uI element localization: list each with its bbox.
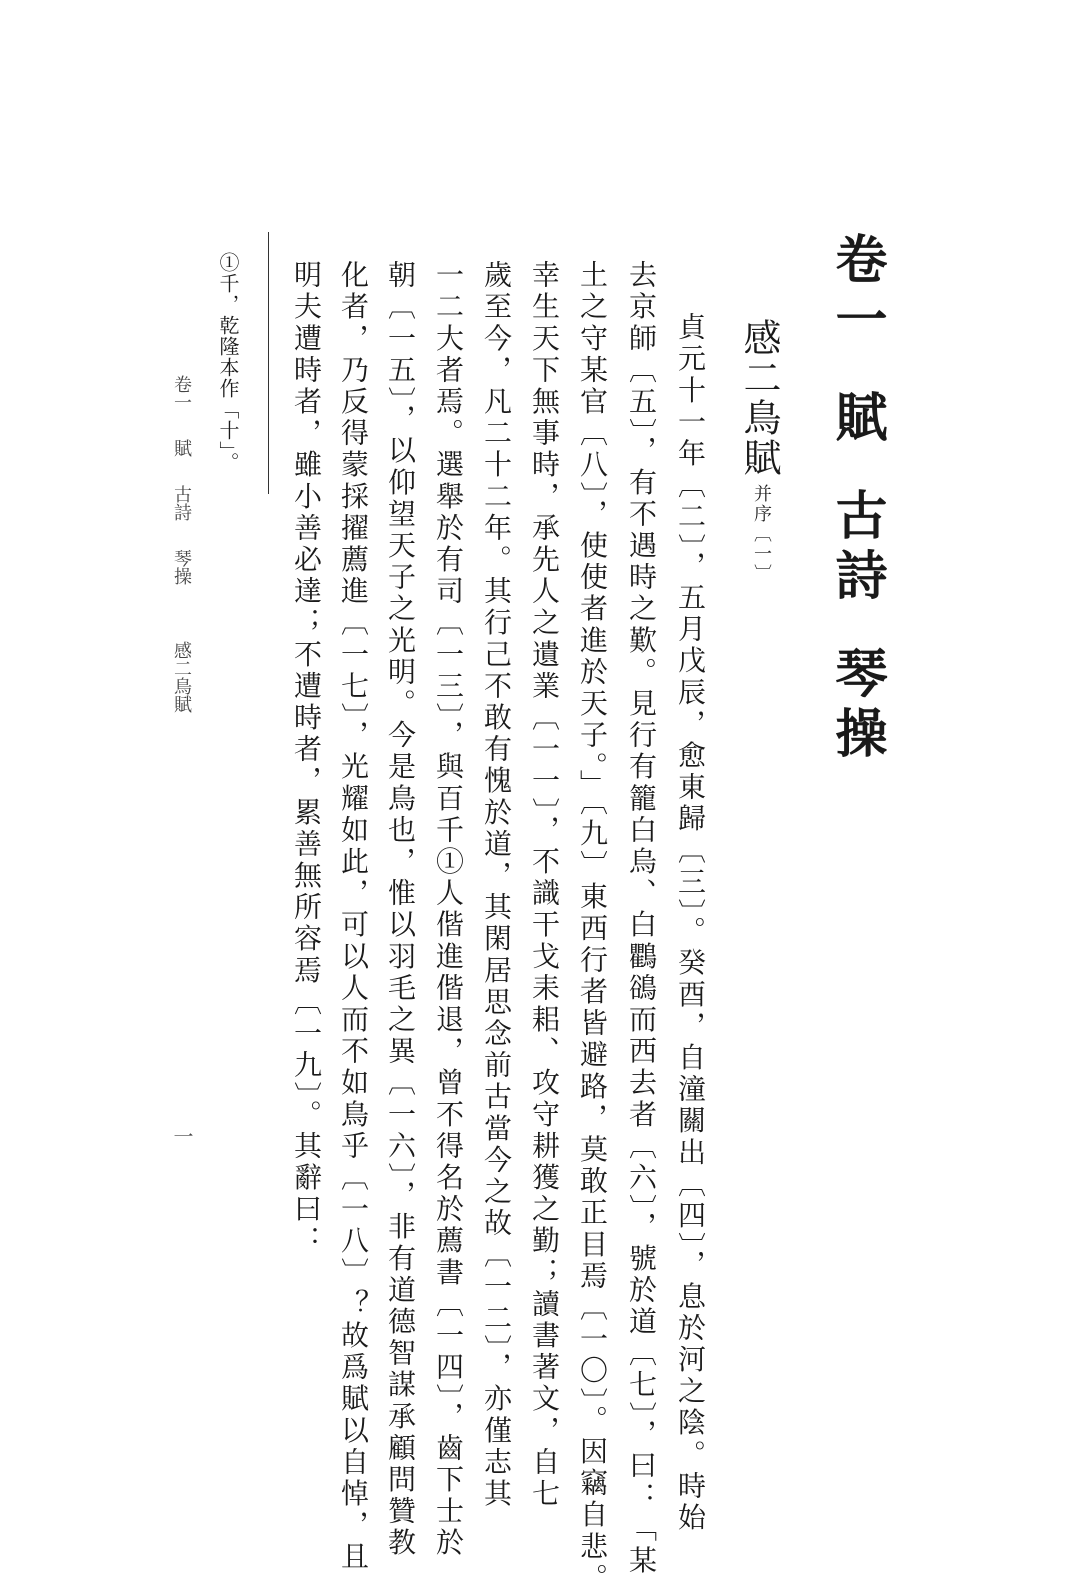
preface-column-5: 歲至今，凡二十二年。其行己不敢有愧於道，其閑居思念前古當今之故〔一二〕，亦僅志其 xyxy=(480,260,513,1510)
preface-column-3: 土之守某官〔八〕，使使者進於天子。」〔九〕東西行者皆避路，莫敢正目焉〔一〇〕。因竊自悲。 xyxy=(576,260,609,1594)
page-number: 一 xyxy=(170,1126,194,1146)
preface-column-9: 明夫遭時者，雖小善必達；不遭時者，累善無所容焉〔一九〕。其辭曰： xyxy=(290,260,323,1258)
preface-column-6: 一二大者焉。選舉於有司〔一三〕，與百千①人偕進偕退，曾不得名於薦書〔一四〕，齒下士於 xyxy=(432,260,465,1560)
running-head xyxy=(172,375,190,713)
running-head-piece: 感二鳥賦 xyxy=(171,641,192,713)
preface-column-8: 化者，乃反得蒙採擢薦進〔一七〕，光耀如此，可以人而不如鳥乎〔一八〕？故爲賦以自悼，且 xyxy=(337,260,370,1574)
footnote: ①千，乾隆本作「十」。 xyxy=(216,252,240,473)
preface-column-2: 去京師〔五〕，有不遇時之歎。見行有籠白烏、白鸜鵒而西去者〔六〕，號於道〔七〕，曰：「某 xyxy=(625,260,658,1577)
chapter-fu: 賦 xyxy=(826,390,887,450)
running-head-gushi: 古詩 xyxy=(171,485,192,521)
preface-column-1: 貞元十一年〔二〕，五月戊辰，愈東歸〔三〕。癸酉，自潼關出〔四〕，息於河之陰。時始 xyxy=(674,312,707,1534)
chapter-qincao: 琴操 xyxy=(826,646,887,766)
piece-subtitle: 并序〔一〕 xyxy=(751,484,772,584)
preface-column-4: 幸生天下無事時，承先人之遺業〔一一〕，不識干戈耒耜、攻守耕獲之勤；讀書著文，自七 xyxy=(528,260,561,1510)
running-head-fu: 賦 xyxy=(171,439,192,457)
chapter-juan: 卷一 xyxy=(826,232,887,352)
footnote-divider xyxy=(268,232,269,494)
running-head-qincao: 琴操 xyxy=(171,549,192,585)
chapter-title xyxy=(826,232,887,766)
piece-title: 感二鳥賦 xyxy=(737,318,781,478)
chapter-gushi: 古詩 xyxy=(826,488,887,608)
running-head-juan: 卷一 xyxy=(171,375,192,411)
preface-column-7: 朝〔一五〕，以仰望天子之光明。今是鳥也，惟以羽毛之異〔一六〕，非有道德智謀承顧問贊教 xyxy=(384,260,417,1560)
